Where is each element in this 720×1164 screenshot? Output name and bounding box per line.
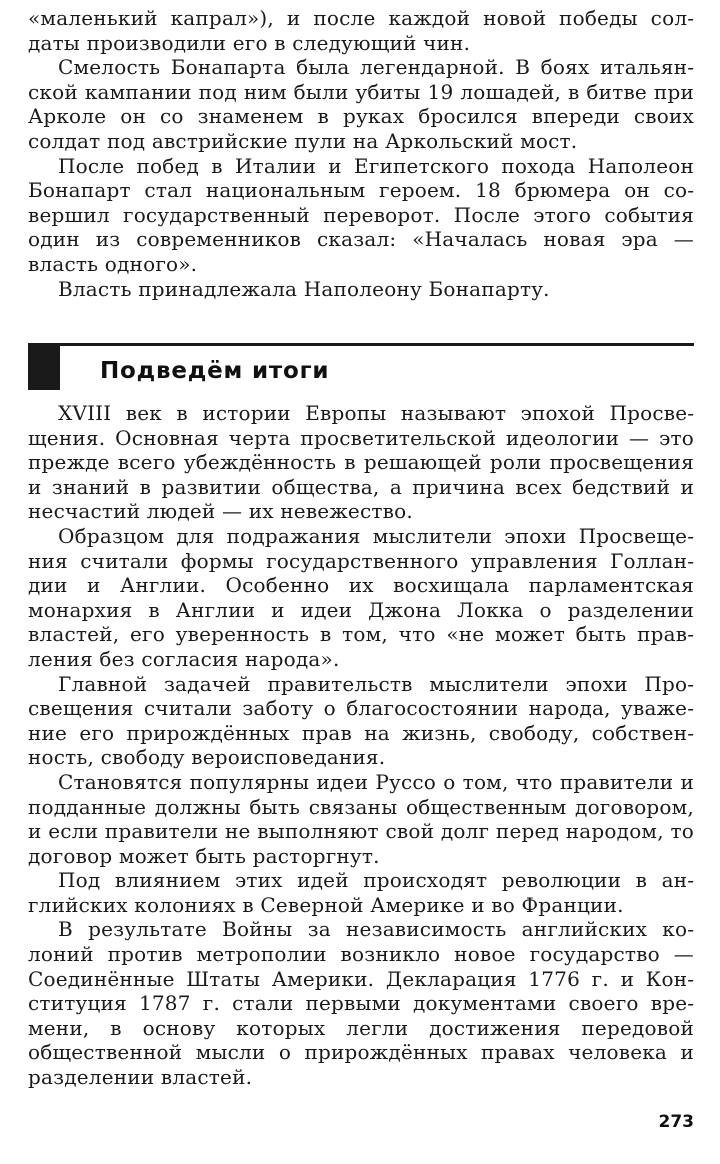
page-number: 273 [658, 1112, 694, 1132]
paragraph-continuation: «маленький капрал»), и после каждой новой победы солдаты производили его в следующий чин. [28, 6, 694, 55]
summary-paragraph-usa: В результате Войны за независимость английских колоний против метрополии возникло новое государство — Соединённые Штаты Америки. Декларация 1776 г. и Конституция 1787 г. стали первыми документами своего времени, в основу которых легли достижения передовой общественной мысли о прирождённых правах человека и разделении властей. [28, 917, 694, 1090]
summary-paragraph-model-states: Образцом для подражания мыслители эпохи Просвещения считали формы государственного управления Голландии и Англии. Особенно их восхищала парламентская монархия в Англии и идеи Джона Локка о разделении властей, его уверенность в том, что «не может быть правления без согласия народа». [28, 523, 694, 671]
summary-paragraph-rousseau: Становятся популярны идеи Руссо о том, что правители и подданные должны быть связаны общественным договором, и если правители не выполняют свой долг перед народом, то договор может быть расторгнут. [28, 769, 694, 868]
paragraph-bonaparte-courage: Смелость Бонапарта была легендарной. В боях итальянской кампании под ним были убиты 19 лошадей, в битве при Арколе он со знаменем в руках бросился впереди своих солдат под австрийские пули на Аркольский мост. [28, 55, 694, 153]
section-title: Подведём итоги [100, 358, 330, 384]
top-text-block [28, 6, 694, 301]
summary-paragraph-government-task: Главной задачей правительств мыслители эпохи Просвещения считали заботу о благосостоянии народа, уважение его прирождённых прав на жизнь, свободу, собственность, свободу вероисповедания. [28, 671, 694, 770]
summary-paragraph-enlightenment: XVIII век в истории Европы называют эпохой Просвещения. Основная черта просветительской идеологии — это прежде всего убеждённость в решающей роли просвещения и знаний в развитии общества, а причина всех бедствий и несчастий людей — их невежество. [28, 401, 694, 524]
summary-text-block [28, 401, 694, 1090]
paragraph-brumaire-coup: После побед в Италии и Египетского похода Наполеон Бонапарт стал национальным героем. 18 брюмера он совершил государственный переворот. После этого события один из современников сказал: «Началась новая эра — власть одного». [28, 153, 694, 276]
section-marker-block [28, 346, 60, 390]
paragraph-power: Власть принадлежала Наполеону Бонапарту. [58, 276, 550, 301]
summary-paragraph-revolutions: Под влиянием этих идей происходят революции в английских колониях в Северной Америке и во Франции. [28, 868, 694, 917]
summary-section-header [28, 343, 694, 394]
